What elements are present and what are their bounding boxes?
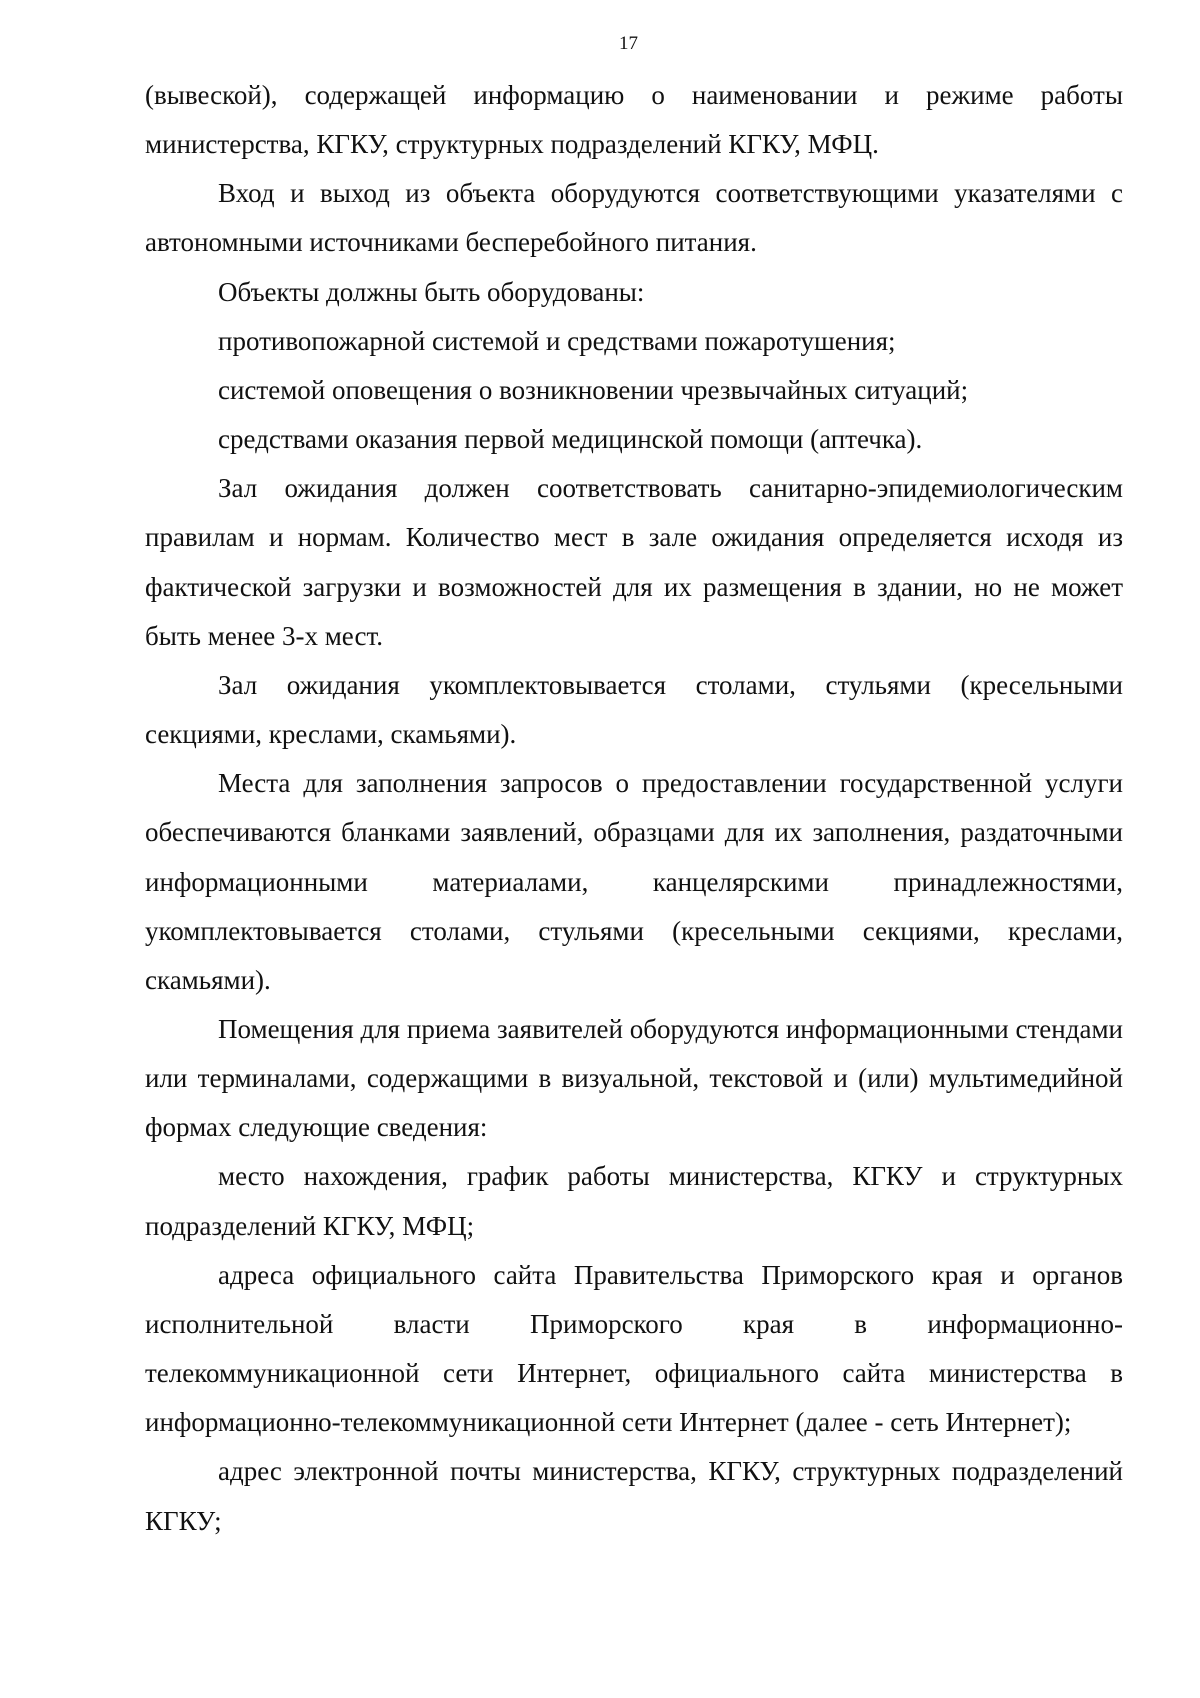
- list-item-fire-system: противопожарной системой и средствами пожаротушения;: [218, 325, 896, 356]
- list-item-first-aid: средствами оказания первой медицинской помощи (аптечка).: [218, 424, 923, 455]
- page-number: 17: [619, 33, 638, 54]
- paragraph-waiting-hall-furniture: Зал ожидания укомплектовывается столами, стульями (кресельными секциями, креслами, скамьями).: [145, 669, 1123, 750]
- paragraph-signboard-continuation: (вывеской), содержащей информацию о наименовании и режиме работы министерства, КГКУ, структурных подразделений КГКУ, МФЦ.: [145, 80, 1123, 160]
- paragraph-entrance-exit: Вход и выход из объекта оборудуются соответствующими указателями с автономными источниками бесперебойного питания.: [145, 178, 1123, 258]
- paragraph-request-filling-places: Места для заполнения запросов о предоставлении государственной услуги обеспечиваются бланками заявлений, образцами для их заполнения, раздаточными информационными материалами, канцелярскими принадлежностями, укомплектовывается столами, стульями (кресельными секциями, креслами, скамьями).: [145, 768, 1123, 995]
- document-body: [145, 71, 1123, 1546]
- list-item-email-addresses: адрес электронной почты министерства, КГКУ, структурных подразделений КГКУ;: [145, 1456, 1123, 1536]
- list-item-location-schedule: место нахождения, график работы министерства, КГКУ и структурных подразделений КГКУ, МФЦ;: [145, 1161, 1123, 1241]
- list-item-alert-system: системой оповещения о возникновении чрезвычайных ситуаций;: [218, 374, 969, 405]
- list-item-website-addresses: адреса официального сайта Правительства Приморского края и органов исполнительной власти Приморского края в информационно-телекоммуникационной сети Интернет, официального сайта министерства в информационно-телекоммуникационной сети Интернет (далее - сеть Интернет);: [145, 1259, 1123, 1438]
- paragraph-waiting-hall-norms: Зал ожидания должен соответствовать санитарно-эпидемиологическим правилам и нормам. Количество мест в зале ожидания определяется исходя из фактической загрузки и возможностей для их размещения в здании, но не может быть менее 3-х мест.: [145, 473, 1123, 651]
- paragraph-info-stands: Помещения для приема заявителей оборудуются информационными стендами или терминалами, содержащими в визуальной, текстовой и (или) мультимедийной формах следующие сведения:: [145, 1013, 1123, 1143]
- paragraph-equipment-intro: Объекты должны быть оборудованы:: [218, 276, 645, 307]
